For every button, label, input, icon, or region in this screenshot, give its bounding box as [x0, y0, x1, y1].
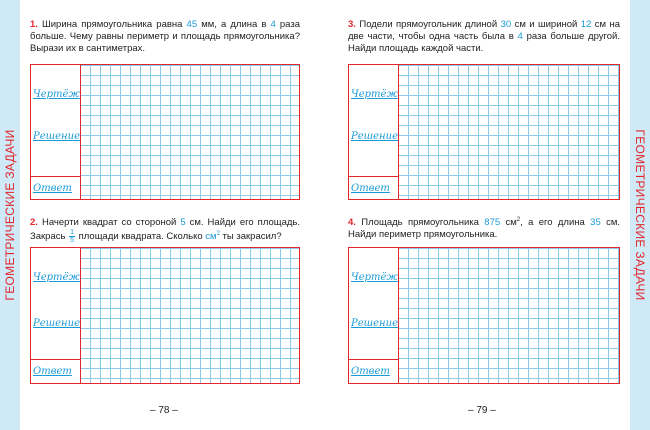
- task-text: площади квадрата. Сколько: [76, 231, 206, 243]
- grid[interactable]: [80, 248, 299, 383]
- grid[interactable]: [80, 65, 299, 199]
- side-title-left: ГЕОМЕТРИЧЕСКИЕ ЗАДАЧИ: [3, 129, 17, 301]
- task-text: см на две части, чтобы одна часть была в: [348, 19, 621, 42]
- left-sidebar: [0, 0, 20, 430]
- label-answer: Ответ: [33, 183, 72, 194]
- answer-box-3: [348, 64, 620, 200]
- fraction: [69, 229, 75, 244]
- task-text: мм, а длина в: [197, 19, 271, 30]
- task-4: [348, 217, 620, 241]
- task-value: 35: [590, 217, 601, 228]
- task-2: [30, 217, 300, 244]
- fraction-denominator: 5: [70, 237, 74, 244]
- task-value: 4: [270, 19, 276, 30]
- task-text: см. Найди периметр прямоугольника.: [348, 217, 620, 240]
- task-number: 3.: [348, 19, 356, 30]
- label-solution: Решение: [351, 318, 398, 329]
- task-superscript: 2: [516, 216, 521, 223]
- task-number: 1.: [30, 19, 38, 30]
- answer-divider: [349, 359, 398, 360]
- task-value: 30: [500, 19, 512, 30]
- label-column: [349, 248, 399, 383]
- side-title-right: ГЕОМЕТРИЧЕСКИЕ ЗАДАЧИ: [633, 129, 647, 301]
- task-3: [348, 19, 620, 55]
- label-solution: Решение: [351, 131, 398, 142]
- task-text: см и шириной: [511, 19, 581, 30]
- answer-box-2: [30, 247, 300, 384]
- task-text: см: [500, 217, 517, 228]
- label-column: [31, 65, 81, 199]
- task-text: Начерти квадрат со стороной: [41, 217, 181, 228]
- task-1: [30, 19, 300, 55]
- task-number: 2.: [30, 217, 38, 228]
- task-text: см. Найди его площадь. Закрась: [30, 217, 300, 243]
- task-value: 45: [186, 19, 198, 30]
- task-value: 5: [180, 217, 186, 228]
- label-answer: Ответ: [33, 366, 72, 377]
- task-text: Ширина прямоугольника равна: [42, 19, 187, 30]
- fraction-numerator: 1: [70, 229, 74, 236]
- label-column: [349, 65, 399, 199]
- label-answer: Ответ: [351, 366, 390, 377]
- page-number-left: – 78 –: [150, 405, 178, 416]
- grid[interactable]: [398, 65, 619, 199]
- task-text: Площадь прямоугольника: [361, 217, 485, 228]
- label-answer: Ответ: [351, 183, 390, 194]
- label-drawing: Чертёж: [33, 272, 80, 283]
- label-drawing: Чертёж: [351, 89, 398, 100]
- label-drawing: Чертёж: [351, 272, 398, 283]
- label-column: [31, 248, 81, 383]
- label-solution: Решение: [33, 131, 80, 142]
- answer-divider: [31, 359, 80, 360]
- task-number: 4.: [348, 217, 356, 228]
- answer-box-4: [348, 247, 620, 384]
- grid[interactable]: [398, 248, 619, 383]
- task-text: , а его длина: [520, 217, 591, 228]
- task-superscript: 2: [216, 230, 220, 237]
- task-text: ты закрасил?: [219, 231, 282, 243]
- answer-box-1: [30, 64, 300, 200]
- task-text: Подели прямоугольник длиной: [359, 19, 501, 30]
- label-solution: Решение: [33, 318, 80, 329]
- task-text: раза больше другой. Найди площадь каждой части.: [348, 31, 621, 54]
- answer-divider: [31, 176, 80, 177]
- task-value: 875: [484, 217, 501, 228]
- task-text: раза больше. Чему равны периметр и площадь прямоугольника? Вырази их в сантиметрах.: [30, 19, 300, 54]
- task-value: см: [205, 231, 217, 243]
- page-number-right: – 79 –: [468, 405, 496, 416]
- right-sidebar: [630, 0, 650, 430]
- label-drawing: Чертёж: [33, 89, 80, 100]
- task-value: 12: [580, 19, 592, 30]
- answer-divider: [349, 176, 398, 177]
- task-value: 4: [517, 31, 523, 42]
